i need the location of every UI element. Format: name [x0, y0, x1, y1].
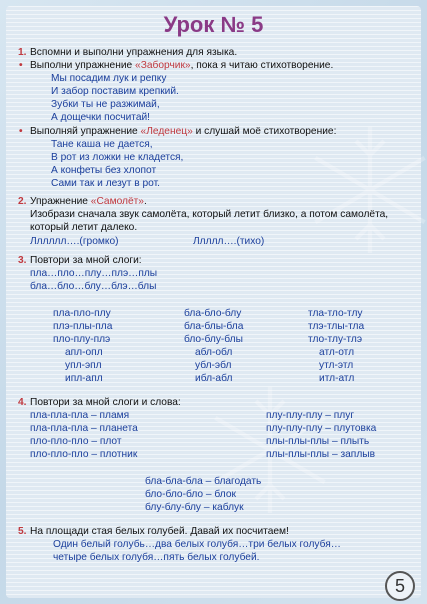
syllable-cell: абл-обл — [195, 347, 233, 358]
bullet-icon: • — [19, 126, 23, 137]
sound-quiet: Ллллл….(тихо) — [193, 236, 265, 247]
poem-1-line: Зубки ты не разжимай, — [51, 99, 160, 110]
syllable-cell: ипл-апл — [65, 373, 103, 384]
syllable-cell: убл-эбл — [195, 360, 232, 371]
word-pair: плы-плы-плы – плыть — [266, 436, 370, 447]
syllable-cell: итл-атл — [319, 373, 355, 384]
section-5-intro: На площади стая белых голубей. Давай их посчитаем! — [30, 526, 289, 537]
word-pair: пла-пла-пла – планета — [30, 423, 138, 434]
syllable-cell: плэ-плы-пла — [53, 321, 113, 332]
syllable-cell: атл-отл — [319, 347, 355, 358]
poem-2-line: А конфеты без хлопот — [51, 165, 157, 176]
syllable-cell: бла-блы-бла — [184, 321, 244, 332]
section-4-instruction: Повтори за мной слоги и слова: — [30, 397, 181, 408]
exercise-name-ledenets: «Леденец» — [140, 126, 193, 137]
syllable-cell: тлэ-тлы-тла — [308, 321, 365, 332]
bullet-icon: • — [19, 60, 23, 71]
syllable-cell: тла-тло-тлу — [308, 308, 363, 319]
section-2-text: Изобрази сначала звук самолёта, который летит близко, а потом самолёта, — [30, 209, 389, 220]
word-pair: плы-плы-плы – заплыв — [266, 449, 375, 460]
section-2-title: Упражнение «Самолёт». — [30, 196, 147, 207]
poem-1-line: Мы посадим лук и репку — [51, 73, 167, 84]
section-5-number: 5. — [18, 526, 27, 537]
sound-loud: Лллллл….(громко) — [30, 236, 119, 247]
syllable-line: бла…бло…блу…блэ…блы — [30, 281, 157, 292]
section-1-intro: Вспомни и выполни упражнения для языка. — [30, 47, 238, 58]
page-title: Урок № 5 — [163, 12, 264, 37]
syllable-cell: тло-тлу-тлэ — [308, 334, 363, 345]
counting-line: четыре белых голубя…пять белых голубей. — [53, 552, 260, 563]
section-3-instruction: Повтори за мной слоги: — [30, 255, 142, 266]
word-pair: пло-пло-пло – плотник — [30, 449, 138, 460]
syllable-cell: пла-пло-плу — [53, 308, 111, 319]
snowflake-decoration-icon — [300, 120, 427, 260]
exercise-name-zaborchik: «Заборчик» — [135, 60, 191, 71]
poem-1-line: А дощечки посчитай! — [51, 112, 151, 123]
poem-2-line: Тане каша не дается, — [51, 139, 153, 150]
page-number: 5 — [385, 571, 415, 601]
syllable-line: пла…пло…плу…плэ…плы — [30, 268, 158, 279]
poem-2-line: Сами так и лезут в рот. — [51, 178, 160, 189]
word-pair: плу-плу-плу – плуг — [266, 410, 355, 421]
word-pair: блу-блу-блу – каблук — [145, 502, 244, 513]
counting-line: Один белый голубь…два белых голубя…три белых голубя… — [53, 539, 341, 550]
section-2-number: 2. — [18, 196, 27, 207]
syllable-cell: бла-бло-блу — [184, 308, 242, 319]
poem-1-line: И забор поставим крепкий. — [51, 86, 179, 97]
word-pair: плу-плу-плу – плутовка — [266, 423, 377, 434]
exercise-name-samolet: «Самолёт» — [90, 196, 144, 207]
exercise-1-line: Выполни упражнение «Заборчик», пока я читаю стихотворение. — [30, 60, 334, 71]
word-pair: пла-пла-пла – пламя — [30, 410, 130, 421]
section-1-number: 1. — [18, 47, 27, 58]
syllable-cell: утл-этл — [319, 360, 354, 371]
word-pair: пло-пло-пло – плот — [30, 436, 122, 447]
section-4-number: 4. — [18, 397, 27, 408]
word-pair: бло-бло-бло – блок — [145, 489, 236, 500]
syllable-cell: пло-плу-плэ — [53, 334, 111, 345]
syllable-cell: упл-эпл — [65, 360, 102, 371]
syllable-cell: апл-опл — [65, 347, 103, 358]
poem-2-line: В рот из ложки не кладется, — [51, 152, 184, 163]
section-3-number: 3. — [18, 255, 27, 266]
syllable-cell: ибл-абл — [195, 373, 233, 384]
section-2-text: который летит далеко. — [30, 222, 138, 233]
syllable-cell: бло-блу-блы — [184, 334, 243, 345]
word-pair: бла-бла-бла – благодать — [145, 476, 262, 487]
exercise-2-line: Выполняй упражнение «Леденец» и слушай моё стихотворение: — [30, 126, 337, 137]
